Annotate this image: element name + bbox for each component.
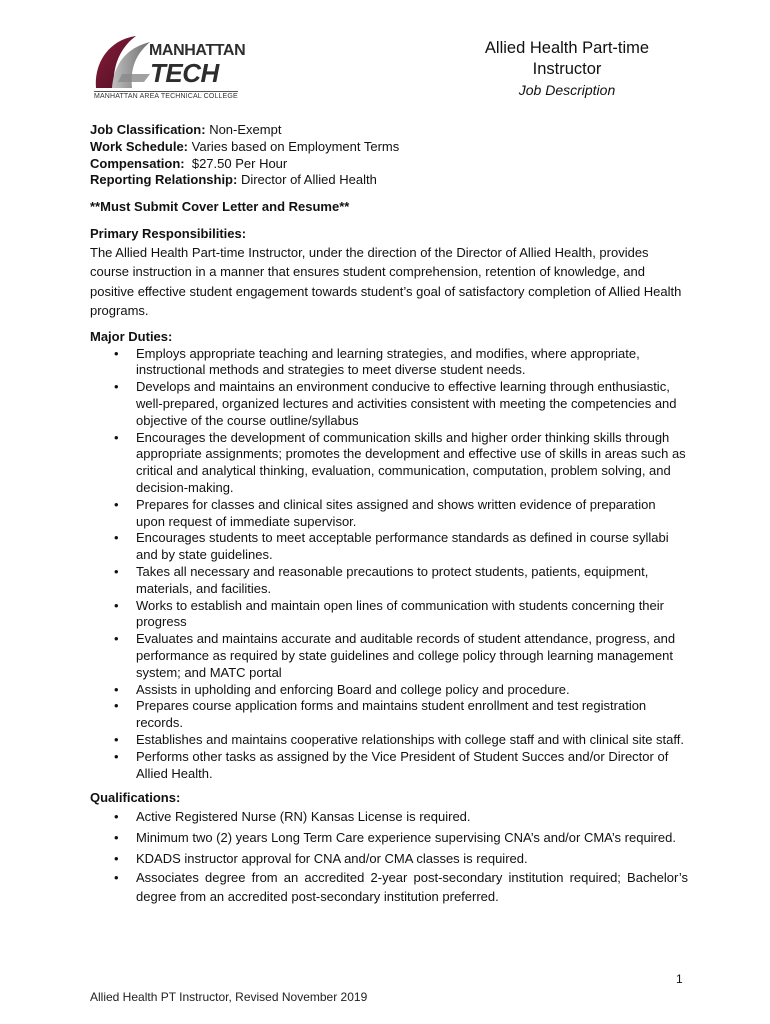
major-duties-heading: Major Duties: [90, 328, 173, 344]
logo-name-main: TECH [150, 58, 219, 88]
list-item: • Encourages students to meet acceptable performance standards as defined in course syllabi and by state guidelines. [136, 530, 688, 564]
list-item: • Prepares for classes and clinical sites assigned and shows written evidence of preparation upon request of immediate supervisor. [136, 497, 688, 531]
list-item: • Evaluates and maintains accurate and auditable records of student attendance, progress, and performance as required by state guidelines and college policy through learning management system; and MATC portal [136, 631, 688, 681]
list-item: • Develops and maintains an environment conducive to effective learning through enthusiastic, well-prepared, organized lectures and activities consistent with meeting the competencies and objective of the course outline/syllabus [136, 379, 688, 429]
list-item: • Assists in upholding and enforcing Board and college policy and procedure. [136, 682, 688, 699]
field-label: Job Classification: [90, 122, 206, 137]
list-item: • KDADS instructor approval for CNA and/or CMA classes is required. [136, 849, 688, 868]
field-reporting-relationship [90, 172, 688, 189]
document-body [90, 122, 688, 906]
major-duties-list [90, 346, 688, 783]
qualifications-heading: Qualifications: [90, 790, 181, 806]
primary-responsibilities-heading: Primary Responsibilities: [90, 225, 247, 241]
field-work-schedule [90, 139, 688, 156]
field-value: $27.50 Per Hour [184, 155, 288, 171]
field-value: Non-Exempt [205, 122, 282, 137]
field-value: Varies based on Employment Terms [188, 138, 400, 154]
field-job-classification [90, 122, 688, 139]
field-label: Reporting Relationship: [90, 172, 238, 188]
document-subtitle: Job Description [518, 82, 616, 98]
list-item: • Takes all necessary and reasonable precautions to protect students, patients, equipment, materials, and facilities. [136, 564, 688, 598]
primary-responsibilities-text: The Allied Health Part-time Instructor, under the direction of the Director of Allied Health, provides course instruction in a manner that ensures student comprehension, retention of knowledge, and positive effective student engagement towards student’s goal of satisfactory completion of Allied Health programs. [90, 244, 682, 319]
title-line-1: Allied Health Part-time [484, 39, 650, 57]
field-compensation [90, 156, 688, 173]
list-item: • Encourages the development of communication skills and higher order thinking skills through appropriate assignments; promotes the development and effective use of skills in areas such as critical and analytical thinking, evaluation, communication, computation, problem solving, and decision-making. [136, 430, 688, 497]
qualifications-list [90, 807, 688, 906]
must-submit-notice: **Must Submit Cover Letter and Resume** [90, 199, 350, 215]
title-line-2: Instructor [532, 60, 602, 78]
page-footer: Allied Health PT Instructor, Revised November 2019 [90, 990, 368, 1004]
logo-swoosh-icon [92, 34, 154, 92]
list-item: • Active Registered Nurse (RN) Kansas License is required. [136, 807, 688, 826]
logo-name-top: MANHATTAN [149, 42, 246, 59]
document-title [470, 38, 664, 98]
logo-tagline: MANHATTAN AREA TECHNICAL COLLEGE [94, 93, 238, 100]
list-item: • Performs other tasks as assigned by the Vice President of Student Succes and/or Director of Allied Health. [136, 749, 688, 783]
list-item: • Works to establish and maintain open lines of communication with students concerning their progress [136, 598, 688, 632]
list-item: • Minimum two (2) years Long Term Care experience supervising CNA’s and/or CMA’s required. [136, 828, 688, 847]
list-item: • Prepares course application forms and maintains student enrollment and test registration records. [136, 698, 688, 732]
field-label: Work Schedule: [90, 138, 189, 154]
field-value: Director of Allied Health [237, 172, 377, 188]
list-item: • Establishes and maintains cooperative relationships with college staff and with clinical site staff. [136, 732, 688, 749]
list-item: • Employs appropriate teaching and learning strategies, and modifies, where appropriate, instructional methods and strategies to meet diverse student needs. [136, 346, 688, 380]
list-item: • Associates degree from an accredited 2-year post-secondary institution required; Bachelor’s degree from an accredited post-secondary institution preferred. [136, 868, 688, 906]
field-label: Compensation: [90, 155, 185, 171]
college-logo [92, 34, 257, 104]
page-number: 1 [676, 972, 683, 986]
